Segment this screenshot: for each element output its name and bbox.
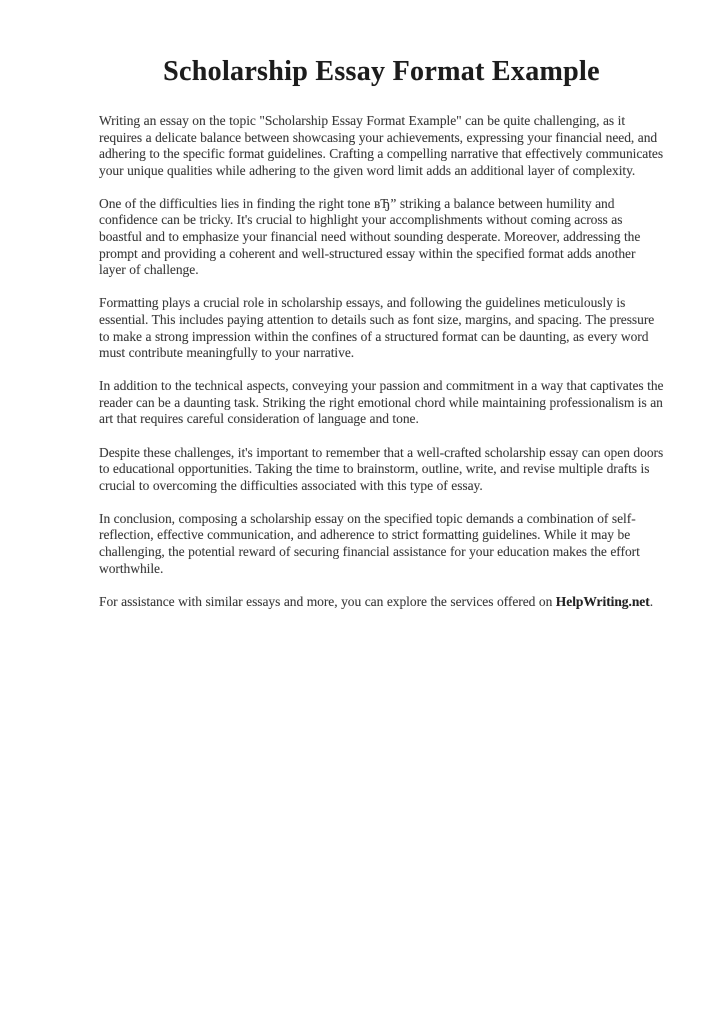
helpwriting-brand: HelpWriting.net — [555, 593, 650, 609]
essay-paragraph-5: Despite these challenges, it's important to remember that a well-crafted scholarship essay can open doors to educational opportunities. Taking the time to brainstorm, outline, write, and revise multiple drafts is crucial to overcoming the difficulties associated with this type of essay. — [99, 444, 664, 493]
footer-period: . — [649, 593, 654, 609]
footer-paragraph — [99, 594, 664, 611]
essay-paragraph-4: In addition to the technical aspects, conveying your passion and commitment in a way that captivates the reader can be a daunting task. Striking the right emotional chord while maintaining professionalism is an art that requires careful consideration of language and tone. — [99, 378, 664, 427]
essay-paragraph-3: Formatting plays a crucial role in scholarship essays, and following the guidelines meticulously is essential. This includes paying attention to details such as font size, margins, and spacing. The pressure to make a strong impression within the confines of a structured format can be daunting, as every word must contribute meaningfully to your narrative. — [99, 295, 655, 361]
page-title: Scholarship Essay Format Example — [163, 56, 600, 87]
essay-paragraph-2: One of the difficulties lies in finding the right tone вЂ” striking a balance between humility and confidence can be tricky. It's crucial to highlight your accomplishments without coming across as boastful and to emphasize your financial need without sounding desperate. Moreover, addressing the prompt and providing a coherent and well-structured essay within the specified format adds another layer of challenge. — [99, 195, 641, 278]
essay-paragraph-6: In conclusion, composing a scholarship essay on the specified topic demands a combination of self-reflection, effective communication, and adherence to strict formatting guidelines. While it may be challenging, the potential reward of securing financial assistance for your education makes the effort worthwhile. — [99, 510, 640, 576]
footer-text: For assistance with similar essays and more, you can explore the services offered on — [99, 593, 556, 609]
essay-paragraph-1: Writing an essay on the topic "Scholarship Essay Format Example" can be quite challenging, as it requires a delicate balance between showcasing your achievements, expressing your financial need, and adhering to the specific format guidelines. Crafting a compelling narrative that effectively communicates your unique qualities while adhering to the given word limit adds an additional layer of complexity. — [99, 113, 664, 178]
